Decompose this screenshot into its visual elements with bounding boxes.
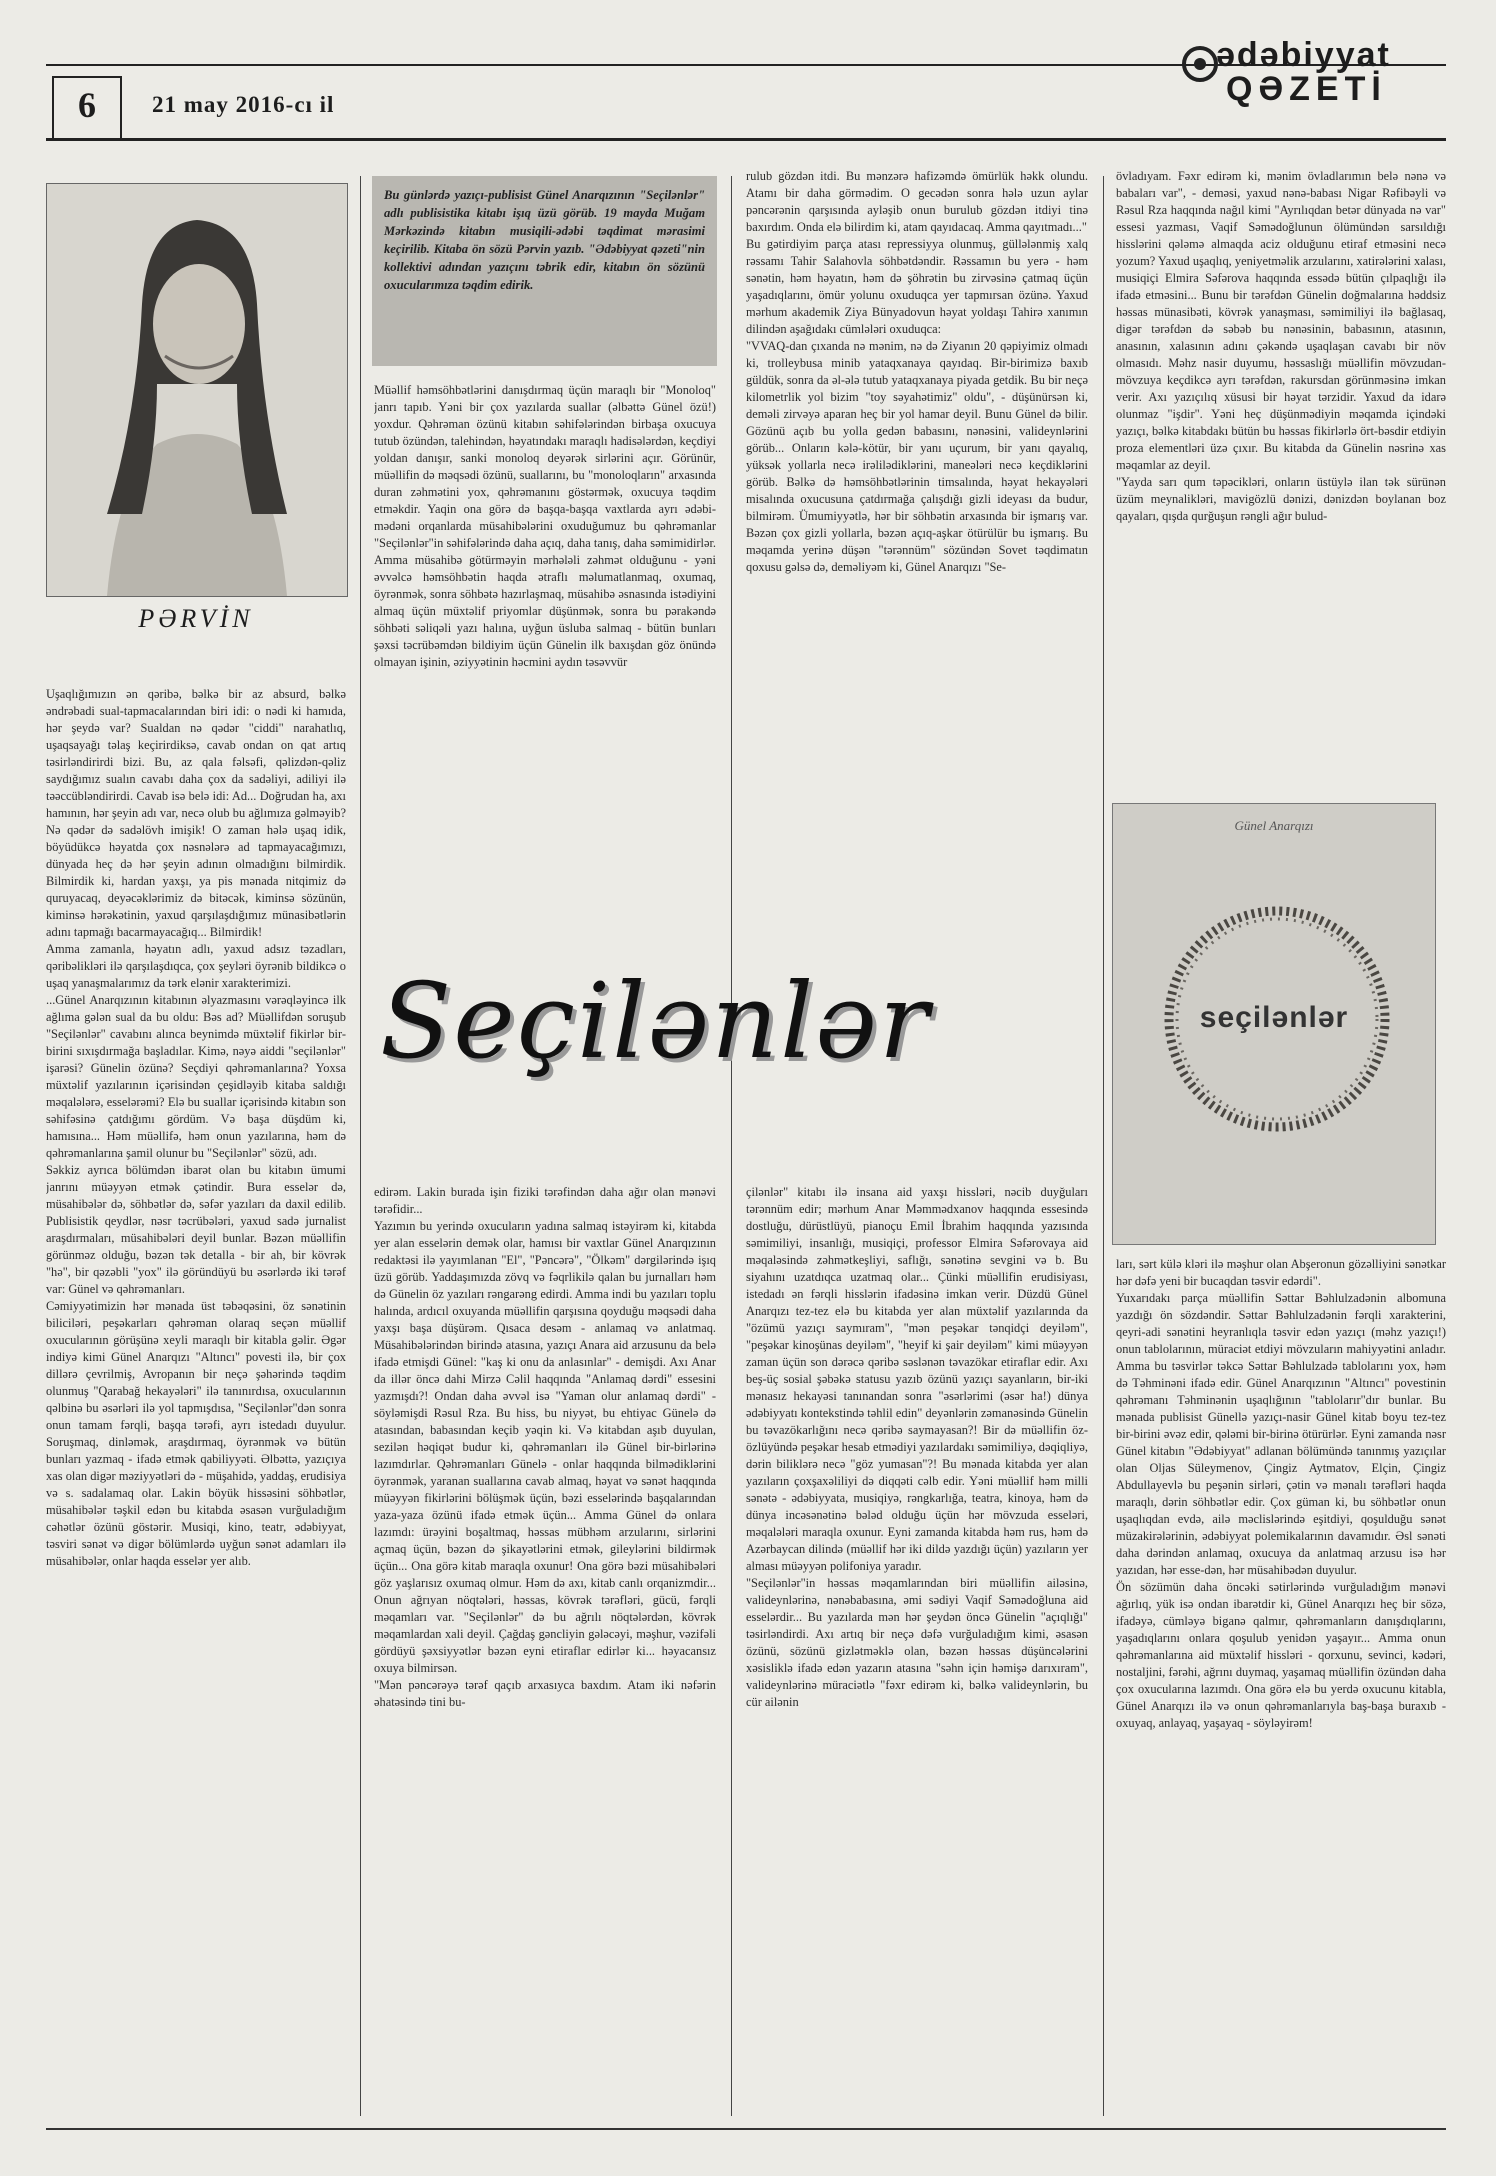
intro-text: Bu günlərdə yazıçı-publisist Günel Anarqızının "Seçilənlər" adlı publisistika kitabı işıq üzü görüb. 19 mayda Muğam Mərkəzində kitabın musiqili-ədəbi təqdimat mərasimi keçirilib. Kitaba ön sözü Pərvin yazıb. "Ədəbiyyat qəzeti"nin kollektivi adından yazıçını təbrik edir, kitabın ön sözünü oxucularımıza təqdim edirik. <box>384 188 705 292</box>
footer-rule <box>46 2128 1446 2130</box>
column-1-text: Uşaqlığımızın ən qəribə, bəlkə bir az absurd, bəlkə əndrəbadi sual-tapmacalarından biri idi: o nədi ki hamıda, hər şeydə var? Sualdan nə qədər "ciddi" narahatlıq, uşaqsayağı təlaş keçirirdiksə, cavab ondan on qat artıq təsirləndirirdi bizi. Bu, az qala fəlsəfi, qəlizdən-qəliz saydığımız sualın cavabı daha çox da sadəliyi, adiliyi ilə təəccübləndirirdi. Cavab isə belə idi: Ad... Doğrudan ha, axı hamının, hər şeyin adı var, necə olub bu ağlımıza gəlməyib? Nə qədər də sadəlövh imişik! O zaman hələ uşaq idik, böyüdükcə həyatda çox nəsnələrə ad tapmayacağımızı, dünyada heç də hər şeyin adının olmadığını bilmirdik. Bilmirdik ki, hardan yaxşı, ya pis mənada nitqimiz də quruyacaq, deyəcəklərimiz də bitəcək, kiminsə sözünün, kiminsə hərəkətinin, yaxud qarşılaşdığımız münasibətlərin adını tapmağı bacarmayacağıq... Bilmirdik! Amma zamanla, həyatın adlı, yaxud adsız təzadları, qəribəlikləri ilə qarşılaşdıqca, çox şeyləri öyrənib bildikcə o uşaq yanaşmalarımız da tərk elənir xarakterimizi. ...Günel Anarqızının kitabının əlyazmasını vərəqləyincə ilk ağlıma gələn sual da bu oldu: Bəs ad? Müəllifdən soruşub "Seçilənlər" cavabını alınca beynimdə müxtəlif fikirlər bir-birini sıxışdırmağa başladılar. Kimə, nəyə aiddi "seçilənlər" işarəsi? Günelin özünə? Seçdiyi qəhrəmanlarına? Yoxsa müxtəlif yazılarının içərisindən çeşidləyib kitaba saldığı məqalələrə, esselərəmi? Elə bu suallar içərisində kitabın son səhifəsinə çatdığımı gördüm. Və başa düşdüm ki, hamısına... Həm müəllifə, həm onun yazılarına, həm də qəhrəmanlarına şamil olunur bu "Seçilənlər" sözü, adı. Səkkiz ayrıca bölümdən ibarət olan bu kitabın ümumi janrını müəyyən etmək çətindir. Bura esselər də, müsahibələr də, söhbətlər də, səfər yazıları da daxil edilib. Publisistik qeydlər, nəsr təcrübələri, yaxud sadə jurnalist araşdırmaları, müsahibələri deyil bunlar. Bəzən müəllifin görünməz olduğu, bəzən tək detalla - bir ah, bir kövrək "hə", bir qəzəbli "yox" ilə göründüyü bu əsərlərdə iki tərəf var: Günel və qəhrəmanları. Cəmiyyətimizin hər mənada üst təbəqəsini, öz sənətinin biliciləri, peşəkarları qəhrəman olaraq seçən müəllif oxucularının görüşünə xeyli maraqlı bir kitabla gəlir. Əgər indiyə kimi Günel Anarqızı "Altıncı" povesti ilə, bir çox dillərə çevrilmiş, Avropanın bir neçə şəhərində təqdim olunmuş "Qarabağ hekayələri" ilə tanınırdısa, oxucularının qəlbinə bu əsərləri ilə yol tapmışdısa, "Seçilənlər"dən sonra onun tamam fərqli, başqa tərəfi, ayrı istedadı duyulur. Soruşmaq, dinləmək, araşdırmaq, öyrənmək və bütün bunları yazmaq - ifadə etmək qabiliyyəti. Əlbəttə, yazıçıya xas olan digər məziyyətləri də - müşahidə, yaddaş, erudisiya və s. sadalamaq olar. Lakin böyük hissəsini söhbətlər, müsahibələr təşkil edən bu kitabda əsasən vurğuladığım cəhətlər özünü göstərir. Musiqi, kino, teatr, ədəbiyyat, təsviri sənət və digər bölümlərdə uyğun sənət adamları ilə müsahibələr, onlar haqda esselər yer alıb. <box>46 687 346 1568</box>
page-number: 6 <box>52 76 122 138</box>
book-cover <box>1112 803 1436 1245</box>
photo-caption: PƏRVİN <box>138 604 254 633</box>
column-2-top-text: Müəllif həmsöhbətlərini danışdırmaq üçün maraqlı bir "Monoloq" janrı tapıb. Yəni bir çox yazılarda suallar (əlbəttə Günel özü!) yoxdur. Qəhrəman özünü kitabın səhifələrindən birbaşa oxucuya tutub özündən, talehindən, həyatındakı maraqlı hadisələrdən, keçdiyi yoldan danışır, sanki monoloq deyərək sirlərini açır. Görünür, müəllifin də məqsədi özünü, suallarını, bu "monoloqların" arxasında duran zəhmətini yox, qəhrəmanını göstərmək, oxucuya təqdim etməkdir. Yaqin ona görə də başqa-başqa vaxtlarda ayrı ədəbi-mədəni orqanlarda müsahibələrini oxuduğumuz bu qəhrəmanlar "Seçilənlər"in səhifələrində daha açıq, daha tanış, daha səmimidirlər. Amma müsahibə götürməyin mərhələli zəhmət olduğunu - yəni əvvəlcə həmsöhbətin haqda ətraflı məlumatlanmaq, oxumaq, öyrənmək, sonra söhbətə hazırlaşmaq, müsahibə əsnasında istədiyini almaq üçün müxtəlif priyomlar düşünmək, sonra bu pərakəndə söhbəti səliqəli yazı halına, uyğun üsluba salmaq - bütün bunları şəxsi təcrübəmdən bildiyim üçün Günelin ilk baxışdan göz önündə olmayan işinin, əziyyətinin həcmini aydın təsəvvür <box>374 383 716 669</box>
column-4-top-text: övladıyam. Fəxr edirəm ki, mənim övladlarımın belə nənə və babaları var", - deməsi, yaxud nənə-babası Nigar Rəfibəyli və Rəsul Rza haqqında nağıl kimi "Ayrılıqdan betər dünyada nə var" essesi yazması, Vaqif Səmədoğlunun ölümündən sarsıldığı hisslərini qələmə almaqda aciz olduğunu etiraf etməsini necə yozum? Yaxud uşaqlıq, yeniyetməlik arzularını, xatirələrini xalası, musiqiçi Elmira Səfərova haqqında essədə bütün çılpaqlığı ilə ifadə etməsini... Bunu bir tərəfdən Günelin doğmalarına həddsiz həssas münasibəti, kövrək yanaşması, səmimiliyi ilə bağlasaq, digər tərəfdən də səbəb bu nənəsinin, babasının, atasının, anasının, xalasının adını çəkəndə uşaqlaşan cavabı bir növ olmasıdı. Məhz nasir duyumu, həssaslığı müəllifin mövzudan-mövzuya keçdikcə ayrı tərəfdən, rakursdan görünməsinə imkan verir. Axı yazıçılıq xüsusi bir həyat tərzidir. Yaxud da idarə olunmaz "işdir". Yəni heç düşünmədiyin məqamda içindəki yazıçı, bəlkə kitabdakı bütün bu həssas fikirlərlə ört-bəsdir etdiyin proza elementləri üzə çıxır. Bu kitabda da Günelin nəsrinə xas məqamlar az deyil. "Yayda sarı qum təpəcikləri, onların üstüylə ilan tək sürünən üzüm meynalikləri, mavigözlü dənizi, dənizdən boylanan boz qayaları, qışda qurğuşun rəngli ağır bulud- <box>1116 169 1446 523</box>
author-photo <box>46 183 348 597</box>
column-rule-1 <box>360 176 361 2116</box>
column-4-bottom-text: ları, sərt külə kləri ilə məşhur olan Abşeronun gözəlliyini sənətkar hər dəfə yeni bir bucaqdan təsvir edərdi". Yuxarıdakı parça müəllifin Səttar Bəhlulzadənin albomuna yazdığı ön sözdəndir. Səttar Bəhlulzadənin fərqli xarakterini, qeyri-adi sənətini heyranlıqla təsvir edən yazıçı (məhz yazıçı!) onun tablolarının, müraciət etdiyi mövzuların mahiyyətini anladır. Amma bu təsvirlər təkcə Səttar Bəhlulzadə tablolarını yox, həm də Təhminəni ifadə edir. Günel Anarqızının "Altıncı" povestinin qəhrəmanı Təhminənin uşaqlığının "tablolarır"dır bunlar. Bu mənada publisist Günellə yazıçı-nasir Günel kitab boyu tez-tez bir-birini əvəz edir, qələmi bir-birinə ötürürlər. Eyni zamanda nəsr Günel kitabın "Ədəbiyyat" adlanan bölümündə tanınmış yazıçılar olan Oljas Süleymenov, Çingiz Aytmatov, Elçin, Çingiz Abdullayevlə bu peşənin sirləri, çətin və mənalı tərəfləri haqda maraqlı, dərin söhbətlər edir. Çox güman ki, bu söhbətlər onun uşaqlıqdan evdə, ailə məclislərində eşitdiyi, qoşulduğu sənət müzakirələrinin, ədəbiyyat polemikalarının davamıdır. Əsl sənəti daha dərindən anlamaq, oxucuya da anlatmaq arzusu isə hər yazıdan, hər esse-dən, hər müsahibədən duyulur. Ön sözümün daha öncəki sətirlərində vurğuladığım mənəvi ağırlıq, yük isə ondan ibarətdir ki, Günel Anarqızı heç bir sözə, ifadəyə, cümləyə biganə qalmır, qəhrəmanların danışdıqlarını, yaşadıqlarını onlara qoşulub yenidən yaşayır... Amma onun qəhrəmanlarına aid müxtəlif hissləri - qorxunu, sevinci, kədəri, nostaljini, fərəhi, ağrını duymaq, yaşamaq müəllifin özündən daha çox oxucularına lazımdı. Ona görə elə bu yerdə oxucunu kitabla, Günel Anarqızı ilə və onun qəhrəmanlarıyla baş-başa buraxıb - oxuyaq, anlayaq, yaşayaq - söyləyirəm! <box>1116 1257 1446 1730</box>
header-bottom-rule <box>46 138 1446 141</box>
column-3-top-text: rulub gözdən itdi. Bu mənzərə hafizəmdə ömürlük həkk olundu. Atamı bir daha görmədim. O gecədən sonra hələ uzun aylar pəncərənin qarşısında ayləşib onun burulub gözdən itdiyi tinə baxırdım. Onda elə bilirdim ki, atam qayıdacaq. Amma qayıtmadı..." Bu gətirdiyim parça atası repressiyya olunmuş, güllələnmiş xalq rəssamı Tahir Salahovla söhbətdəndir. Rəssamın bu yerə - həm sənətin, həm həyatın, həm də şöhrətin bu zirvəsinə çatmaq üçün yaşadıqlarını, ömür yolunu oxuduqca yer tapmırsan özünə. Yaxud mərhum akademik Ziya Bünyadovun həyat yoldaşı Tahirə xanımın dilindən aşağıdakı cümlələri oxuduqca: "VVAQ-dan çıxanda nə mənim, nə də Ziyanın 20 qəpiyimiz olmadı ki, trolleybusa minib yataqxanaya qayıdaq. Bir-birimizə baxıb güldük, sonra da əl-ələ tutub yataqxanaya piyada getdik. Bu bir neçə kilometrlik yol bizim "toy səyahətimiz" oldu", - düşünürsən ki, deməli zirvəyə aparan heç bir yol hamar deyil. Bunu Günel də bilir. Gözünü açıb bu yolla gedən babasını, nənəsini, valideynlərini görüb... Onların kələ-kötür, bir yanı uçurum, bir yanı qayalıq, yüksək yollarla necə irəlilədiklərini, maneələri necə keçdiklərini görüb. Bəlkə də həmsöhbətlərinin timsalında, həyat hekayələri misalında oxucusuna çatdırmağa çalışdığı gizli ideyası da budur, bilmirəm. Ümumiyyətlə, hər bir söhbətin arxasında bir işmarış var. Bəzən çox gizli yollarla, bəzən açıq-aşkar ötürülür bu işmarış. Bu məqamda yerinə düşən "tərənnüm" sözündən Sovet təqdimatın qoxusu gəlsə də, deməliyəm ki, Günel Anarqızı "Se- <box>746 169 1088 574</box>
logo-line1: ədəbiyyat <box>1216 36 1391 74</box>
column-rule-2 <box>731 176 732 2116</box>
issue-date: 21 may 2016-cı il <box>152 92 335 117</box>
newspaper-logo <box>1180 36 1400 116</box>
book-title: seçilənlər <box>1199 1001 1349 1034</box>
logo-emblem-icon <box>1180 44 1220 84</box>
logo-line2: QƏZETİ <box>1226 70 1387 108</box>
column-2-bottom-text: edirəm. Lakin burada işin fiziki tərəfindən daha ağır olan mənəvi tərəfidir... Yazımın bu yerində oxucuların yadına salmaq istəyirəm ki, kitabda yer alan esselərin demək olar, hamısı bir vaxtlar Günel Anarqızının redaktəsi ilə yayımlanan "El", "Pəncərə", "Ölkəm" dərgilərində işıq üzü görüb. Yaddaşımızda zövq və fəqrlikilə qalan bu jurnalları həm də Günelin öz yazıları rəngarəng edirdi. Amma indi bu yazıları toplu halında, ardıcıl oxuyanda müəllifin qarşısına qoyduğu məqsədi daha yaxşı başa düşürəm. Qısaca desəm - anlamaq və anlatmaq. Müsahibələrindən birində atasına, yazıçı Anara aid arzusunu da belə ifadə etmişdi Günel: "kaş ki onu da anlasınlar" - demişdi. Axı Anar da illər öncə dahi Mirzə Cəlil haqqında "Anlamaq dərdi" essesini yazmışdı?! Ondan daha əvvəl isə "Yaman olur anlamaq dərdi" - söyləmişdi Rəsul Rza. Bu hiss, bu niyyət, bu ehtiyac Günelə də atasından, babasından keçib yəqin ki. Və kitabdan aşıb duyulan, sezilən həqiqət budur ki, qəhrəmanları ilə Günel bir-birlərinə lazımdırlar. Qəhrəmanları Günelə - onlar haqqında bilmədiklərini öyrənmək, yaranan suallarına cavab almaq, həyat və sənət haqqında müəyyən fikirlərini bölüşmək üçün, bəzi esselərində başqalarından yaza-yaza özünü ifadə etmək üçün... Amma Günel də onlara lazımdı: ürəyini boşaltmaq, həssas mübhəm arzularını, sirlərini açmaq üçün, bəzən də şikayətlərini etmək, gileylərini bildirmək üçün... Ona görə kitab maraqla oxunur! Ona görə bəzi müsahibələri göz yaşlarısız oxumaq olmur. Həm də axı, kitab canlı orqanizmdir... Onun ağrıyan nöqtələri, həssas, kövrək tərəfləri, gücü, fərqli məqamları var. "Seçilənlər" də bu ağrılı nöqtələrdən, kövrək məqamlardan xali deyil. Çağdaş gəncliyin gələcəyi, məşhur, vəzifəli gördüyü şəxsiyyətlər bəzən eyni etiraflar edirlər ki... həyacansız oxuya bilmirsən. "Mən pəncərəyə tərəf qaçıb arxasıyca baxdım. Atam iki nəfərin əhatəsində tini bu- <box>374 1185 716 1709</box>
intro-box <box>372 176 717 366</box>
portrait-image <box>47 184 347 596</box>
column-rule-3 <box>1103 176 1104 2116</box>
column-3-bottom-text: çilənlər" kitabı ilə insana aid yaxşı hissləri, nəcib duyğuları tərənnüm edir; mərhum Anar Məmmədxanov haqqında essesində dostluğu, dürüstlüyü, pianoçu Emil İbrahim haqqında yazısında səmimiliyi, insanlığı, musiqiçi, professor Elmira Səfərovaya aid məqaləsində zəhmətkeşliyi, saflığı, sənətinə sevgini və b. Bu siyahını uzatdıqca uzatmaq olar... Çünki müəllifin erudisiyası, istedadı ən fərqli hisslərin ifadəsinə imkan verir. Düzdü Günel Anarqızı tez-tez elə bu kitabda yer alan müxtəlif yazılarında da "özümü yazıçı saymıram", "mən peşəkar tənqidçi deyiləm", "peşəkar kinoşünas deyiləm", "heyif ki şair deyiləm" kimi müəyyən zaman üçün son dərəcə qəribə səslənən təvazökar etiraflar edir. Axı beş-üç sosial şəbəkə statusu yazıb özünü yazıçı sayanların, bir-iki mənasız hekayəsi tanınandan sonra "əsərlərimi (əsər ha!) dünya ədəbiyyatı kontekstində təhlil edin" deyənlərin zəmanəsində Günelin bu təvazökarlığını necə qəribə saymayasan?! Bir də müəllifin öz-özlüyündə peşəkar hesab etmədiyi yazılardakı səmimiliyə, dəqiqliyə, dərin biliklərə necə "göz yumasan"?! Bu mənada kitabda yer alan yazıların çoxşaxəliliyi də diqqəti cəlb edir. Yəni müəllif həm milli sənətə - ədəbiyyata, musiqiyə, rəngkarlığa, teatra, kinoya, həm də dünya incəsənətinə bələd olduğu üçün hər mövzuda esseləri, məqalələri maraqla oxunur. Eyni zamanda kitabda həm rus, həm də Azərbaycan dilində (müəllif hər iki dildə yazdığı üçün) yazıların yer alması müəyyən polifoniya yaradır. "Seçilənlər"in həssas məqamlarından biri müəllifin ailəsinə, valideynlərinə, nənəbabasına, əmi sədiyi Vaqif Səmədoğluna aid esselərdir... Bu yazılarda mən hər şeydən öncə Günelin "açıqlığı" təsirləndirdi. Axı artıq bir neçə dəfə vurğuladığım kimi, əsasən özünü, sözünü gizlətməklə olan, bəzən həssas düşüncələrini xəsisliklə ifadə edən yazarın atasına "səhn için həmişə darıxıram", valideynlərinə müraciətlə "fəxr edirəm ki, bəlkə valideynlərin, bu cür ailənin <box>746 1185 1088 1709</box>
article-title: Seçilənlər <box>380 960 931 1082</box>
book-author: Günel Anarqızı <box>1234 818 1314 833</box>
